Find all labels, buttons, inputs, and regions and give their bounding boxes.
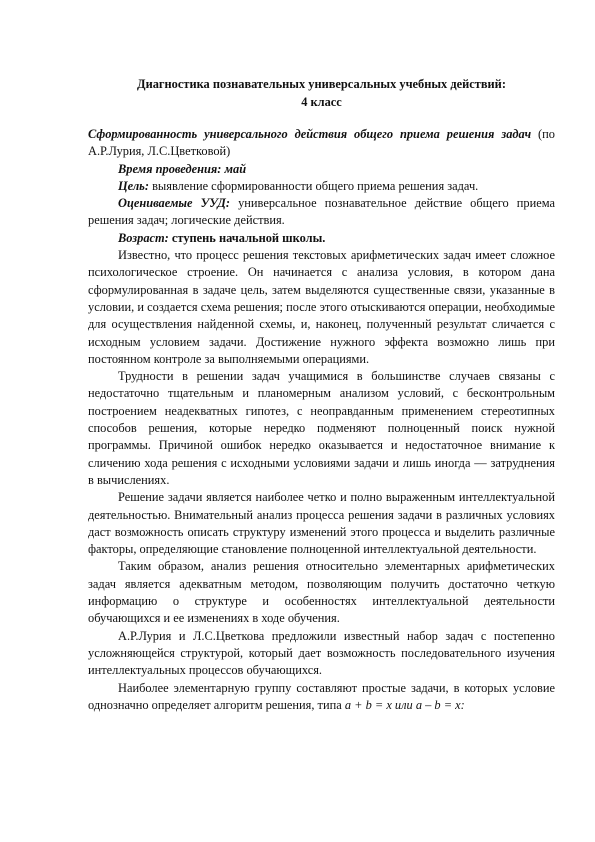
age-label: Возраст:	[118, 230, 169, 245]
paragraph-6	[88, 680, 555, 715]
paragraph-2: Трудности в решении задач учащимися в большинстве случаев связаны с недостаточно тщательным и планомерным анализом условий, с бесконтрольным построением неадекватных гипотез, с неоправданным применением стереотипных способов решения, которые нередко подменяют полноценный поиск нужной программы. Причиной ошибок нередко оказывается и недостаточное внимание к сличению хода решения с исходными условиями задачи и лишь иногда — затруднения в вычислениях.	[88, 369, 555, 487]
goal-value: выявление сформированности общего приема решения задач.	[148, 178, 479, 193]
method-heading-author: (по А.Р.Лурия, Л.С.Цветковой)	[88, 127, 555, 159]
time-value: май	[221, 161, 247, 176]
age-value: ступень начальной школы.	[168, 230, 326, 245]
goal-line	[88, 178, 555, 195]
uud-line	[88, 195, 555, 230]
uud-value: универсальное познавательное действие общего приема решения задач; логические действия.	[88, 196, 556, 228]
time-line	[88, 161, 555, 178]
paragraph-4: Таким образом, анализ решения относительно элементарных арифметических задач является адекватным методом, позволяющим получить достаточно четкую информацию о структуре и особенностях интеллектуальной деятельности обучающихся и ее изменениях в ходе обучения.	[88, 559, 555, 626]
paragraph-6-formula: a + b = x или a – b = x:	[344, 697, 465, 712]
title-line-1: Диагностика познавательных универсальных учебных действий:	[137, 77, 506, 91]
method-heading-title: Сформированность универсального действия общего приема решения задач	[88, 127, 532, 141]
paragraph-6-text: Наиболее элементарную группу составляют простые задачи, в которых условие однозначно определяет алгоритм решения, типа	[88, 680, 555, 712]
age-line	[88, 230, 555, 247]
title-line-2: 4 класс	[301, 95, 342, 109]
goal-label: Цель:	[118, 178, 149, 193]
document-title	[60, 75, 583, 111]
time-label: Время проведения:	[118, 161, 222, 176]
document-body	[88, 126, 555, 714]
paragraph-1: Известно, что процесс решения текстовых арифметических задач имеет сложное психологическое строение. Он начинается с анализа условия, в котором дана сформулированная в задаче цель, затем выделяются существенные связи, указанные в условии, и создается схема решения; после этого отыскиваются операции, необходимые для осуществления найденной схемы, и, наконец, полученный результат сличается с исходным условием задачи. Достижение нужного эффекта возможно лишь при постоянном контроле за выполняемыми операциями.	[88, 248, 555, 366]
method-heading	[88, 126, 555, 161]
uud-label: Оцениваемые УУД:	[118, 196, 230, 211]
paragraph-5: А.Р.Лурия и Л.С.Цветкова предложили известный набор задач с постепенно усложняющейся структурой, который дает возможность последовательного изучения интеллектуальных процессов обучающихся.	[88, 628, 555, 678]
paragraph-3: Решение задачи является наиболее четко и полно выраженным интеллектуальной деятельностью. Внимательный анализ процесса решения задачи в различных условиях даст возможность описать структуру изменений этого процесса и выделить различные факторы, определяющие становление полноценной интеллектуальной деятельности.	[88, 490, 555, 557]
